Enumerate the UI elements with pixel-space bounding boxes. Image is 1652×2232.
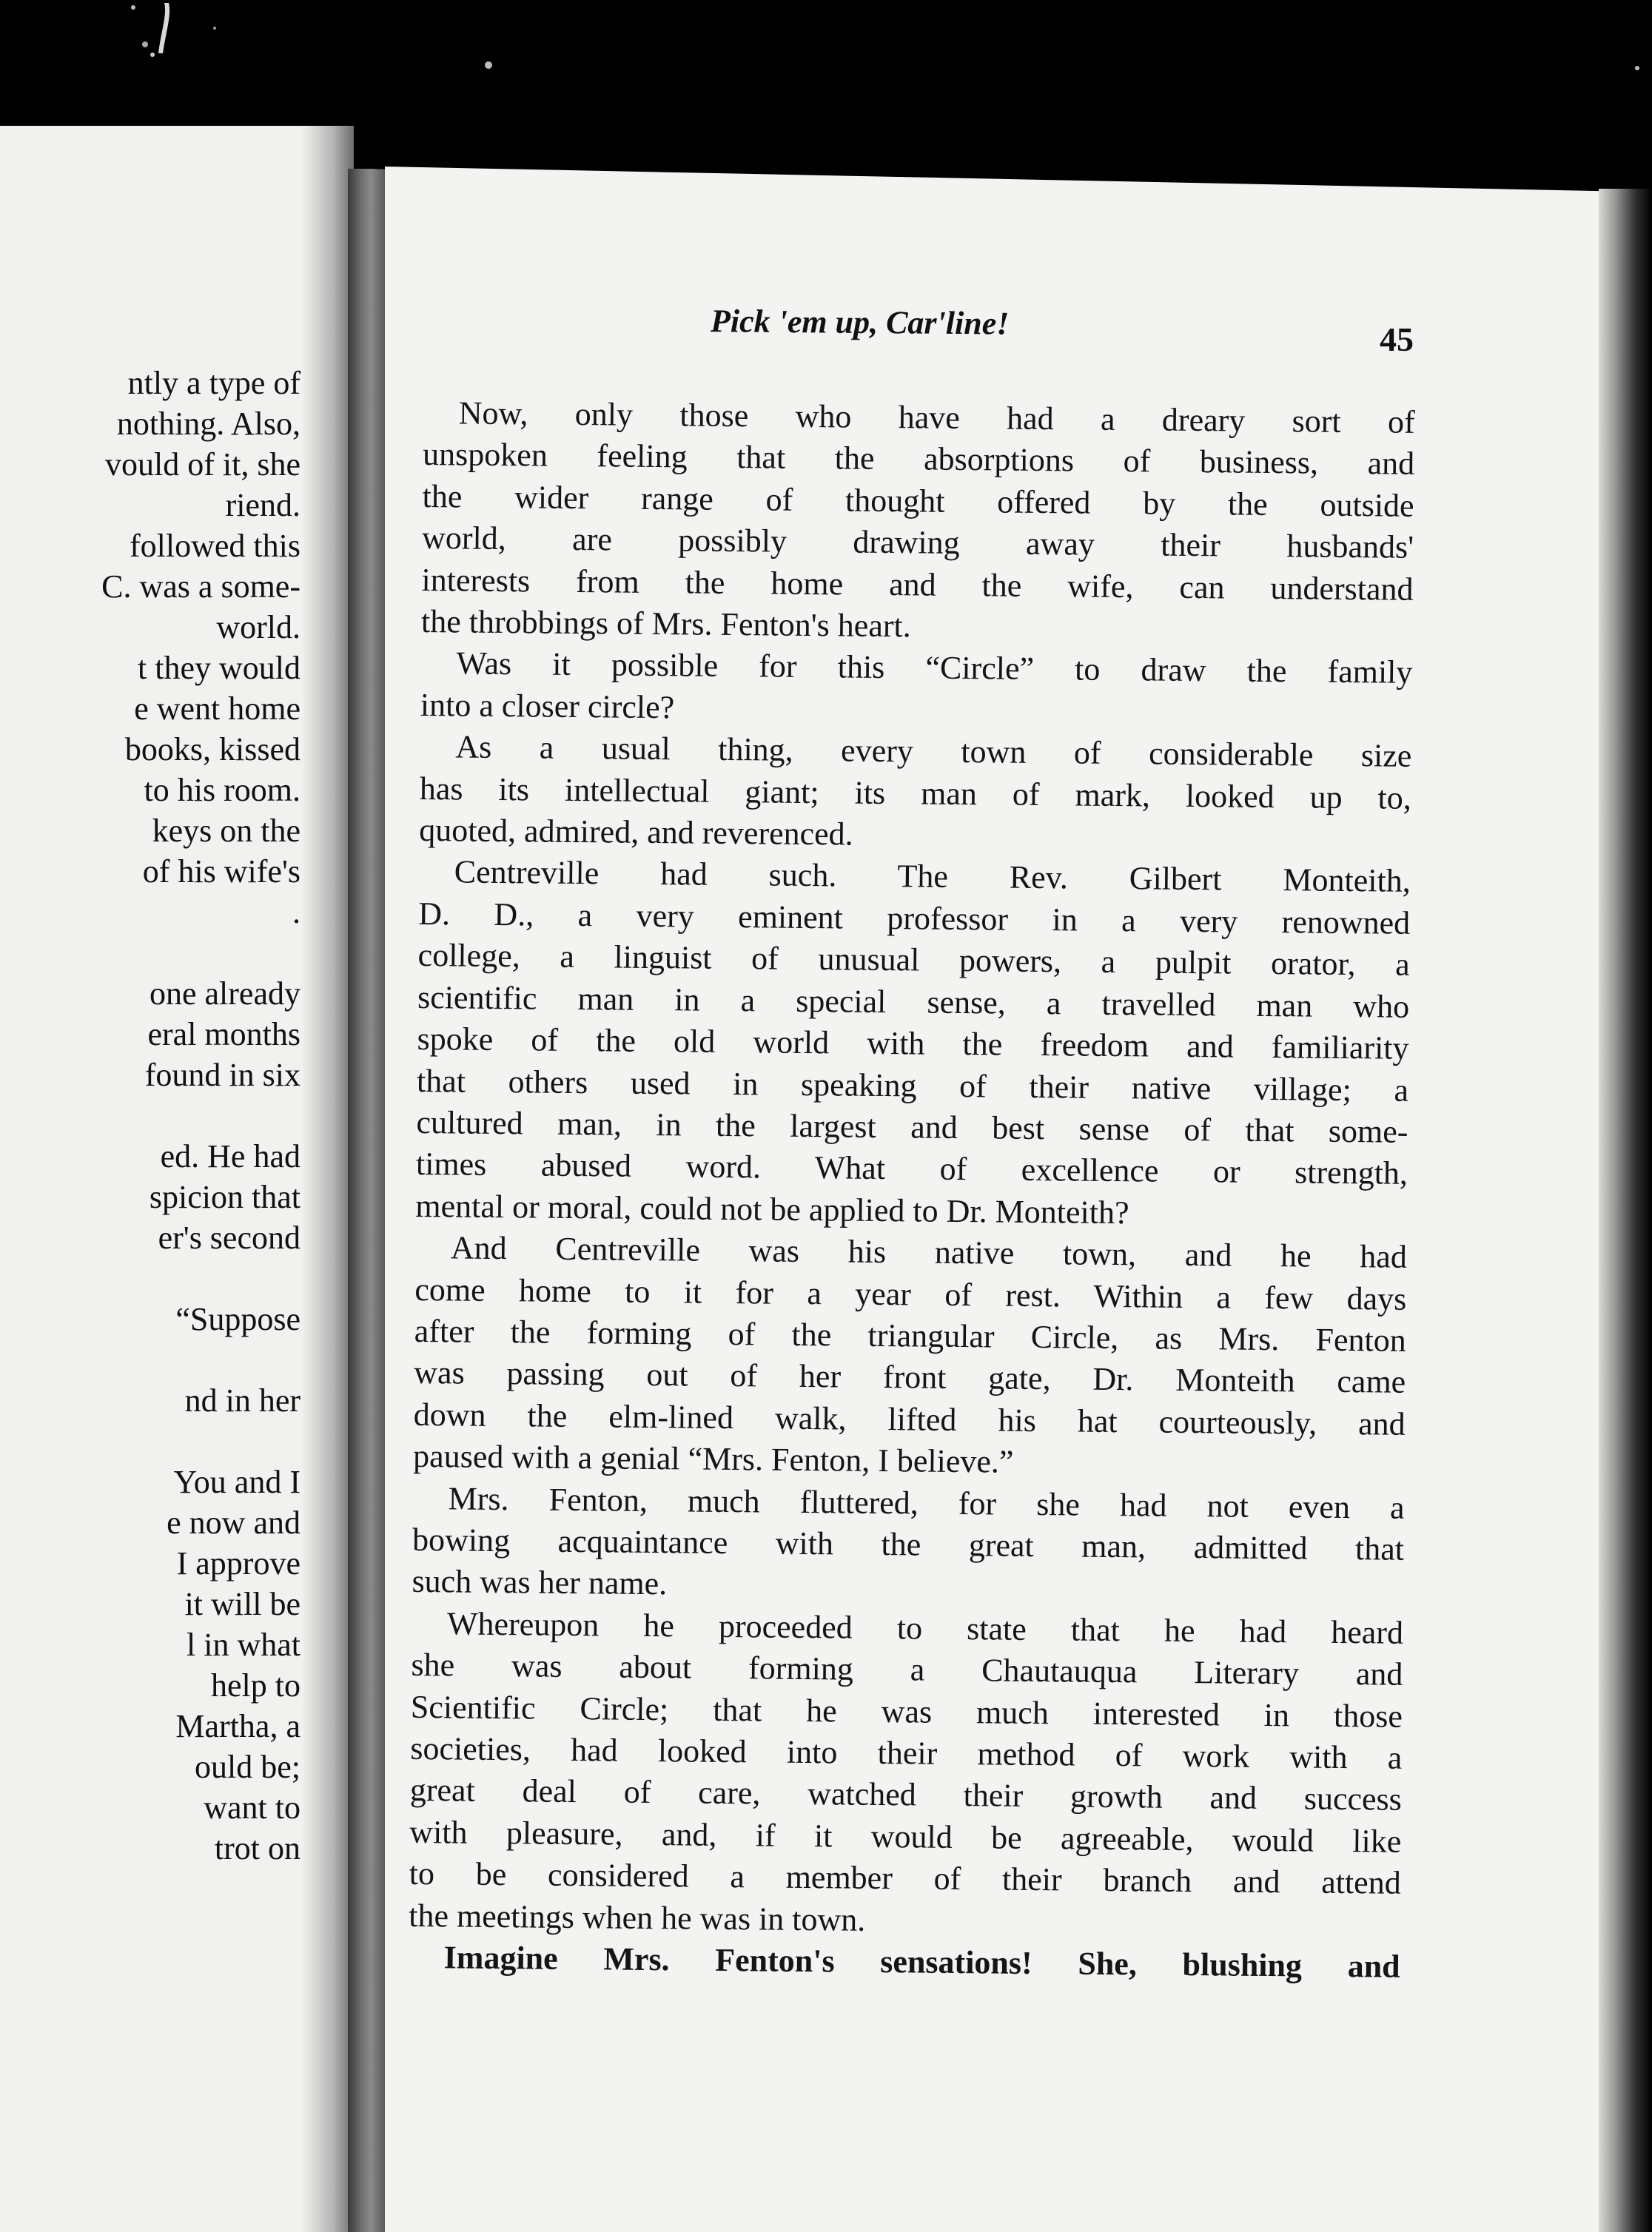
left-page-line: want to — [204, 1789, 300, 1826]
left-page-line: ed. He had — [160, 1138, 300, 1174]
text-line: As a usual thing, every town of considerable size — [455, 728, 1412, 775]
left-page-line: help to — [211, 1667, 300, 1704]
left-page-line: one already — [150, 975, 300, 1012]
left-page-line: You and I — [173, 1464, 300, 1500]
text-line: D. D., a very eminent professor in a very renowned — [418, 895, 1411, 941]
running-head: Pick 'em up, Car'line! — [710, 303, 1010, 342]
left-page-line: e now and — [167, 1505, 300, 1541]
text-line: times abused word. What of excellence or strength, — [415, 1146, 1408, 1192]
text-line: spoke of the old world with the freedom and familiarity — [417, 1021, 1409, 1066]
left-page-line: books, kissed — [124, 731, 300, 767]
text-line: Scientific Circle; that he was much interested in those — [410, 1688, 1403, 1735]
left-page-line — [0, 932, 300, 973]
page-edge — [1599, 189, 1652, 2232]
left-page-line — [0, 1095, 300, 1136]
left-page-line: spicion that — [149, 1179, 300, 1215]
left-page-text — [0, 363, 300, 1869]
text-line: cultured man, in the largest and best sense of that some- — [416, 1103, 1408, 1150]
left-page-line: e went home — [134, 690, 300, 727]
left-page-line: trot on — [214, 1830, 300, 1866]
text-line: societies, had looked into their method of work with a — [410, 1730, 1403, 1776]
text-line: scientific man in a special sense, a travelled man who — [417, 978, 1410, 1025]
text-line: the meetings when he was in town. — [409, 1897, 866, 1938]
text-line: quoted, admired, and reverenced. — [419, 812, 853, 853]
left-page-line: I approve — [176, 1545, 300, 1581]
text-line: Now, only those who have had a dreary sort of — [458, 394, 1415, 440]
text-line: come home to it for a year of rest. Within a few days — [414, 1271, 1407, 1317]
text-line: after the forming of the triangular Circle, as Mrs. Fenton — [414, 1312, 1406, 1359]
text-line: Mrs. Fenton, much fluttered, for she had not even a — [448, 1479, 1405, 1526]
left-page-line: riend. — [225, 487, 300, 523]
left-page-line: found in six — [144, 1057, 300, 1093]
left-page-line: ntly a type of — [127, 365, 300, 401]
left-page-line: nd in her — [184, 1382, 300, 1419]
left-page-line: Martha, a — [175, 1708, 300, 1744]
text-line: to be considered a member of their branch and attend — [409, 1855, 1401, 1901]
left-page-line: C. was a some- — [101, 568, 300, 605]
left-page-line: nothing. Also, — [116, 406, 300, 442]
left-page-line: it will be — [184, 1586, 300, 1622]
text-line: that others used in speaking of their native village; a — [416, 1062, 1409, 1109]
book-spine — [348, 169, 386, 2232]
left-page-line: followed this — [130, 528, 300, 564]
left-page-line: er's second — [158, 1220, 300, 1256]
text-line: great deal of care, watched their growth and success — [409, 1772, 1403, 1818]
left-page-line: world. — [216, 609, 300, 645]
left-page-line: ould be; — [195, 1749, 300, 1785]
body-text — [408, 392, 1415, 1988]
left-page-line: . — [292, 894, 300, 930]
left-page-line — [0, 1258, 300, 1299]
text-line: she was about forming a Chautauqua Literary and — [411, 1647, 1403, 1693]
left-page-line: l in what — [187, 1627, 300, 1663]
text-line: such was her name. — [412, 1563, 668, 1602]
text-line: world, are possibly drawing away their husbands' — [421, 520, 1414, 566]
text-line: And Centreville was his native town, and he had — [450, 1229, 1408, 1275]
left-page-line: of his wife's — [142, 853, 300, 890]
text-line: mental or moral, could not be applied to Dr. Monteith? — [415, 1187, 1129, 1231]
page-number: 45 — [1380, 320, 1414, 358]
text-line: unspoken feeling that the absorptions of business, and — [422, 436, 1415, 483]
text-line: paused with a genial “Mrs. Fenton, I believe.” — [412, 1438, 1014, 1480]
text-line: down the elm-lined walk, lifted his hat courteously, and — [413, 1396, 1406, 1442]
left-page-line: t they would — [138, 650, 300, 686]
left-page-line: “Suppose — [175, 1301, 300, 1337]
text-line: was passing out of her front gate, Dr. Monteith came — [414, 1354, 1406, 1401]
text-line: Whereupon he proceeded to state that he had heard — [446, 1605, 1404, 1651]
left-page-line: vould of it, she — [105, 446, 300, 483]
text-line: Was it possible for this “Circle” to draw the family — [456, 645, 1413, 691]
text-line: the wider range of thought offered by the outside — [422, 477, 1414, 524]
text-line: with pleasure, and, if it would be agreeable, would like — [409, 1813, 1402, 1860]
left-page-line — [0, 1421, 300, 1462]
text-line: the throbbings of Mrs. Fenton's heart. — [420, 603, 911, 645]
left-page-line: keys on the — [152, 813, 300, 849]
text-line: interests from the home and the wife, can understand — [421, 561, 1414, 608]
text-line: bowing acquaintance with the great man, admitted that — [412, 1521, 1405, 1567]
text-line: Centreville had such. The Rev. Gilbert Monteith, — [454, 853, 1411, 900]
left-page-gutter-shadow — [302, 126, 354, 2232]
text-line: into a closer circle? — [420, 686, 675, 726]
left-page-line: to his room. — [144, 772, 300, 808]
text-line: has its intellectual giant; its man of mark, looked up to, — [419, 770, 1412, 816]
left-page-line: eral months — [147, 1016, 300, 1052]
text-line: Imagine Mrs. Fenton's sensations! She, blushing and — [443, 1939, 1400, 1985]
left-page-line — [0, 1339, 300, 1380]
left-page — [0, 126, 354, 2232]
text-line: college, a linguist of unusual powers, a pulpit orator, a — [417, 937, 1410, 984]
